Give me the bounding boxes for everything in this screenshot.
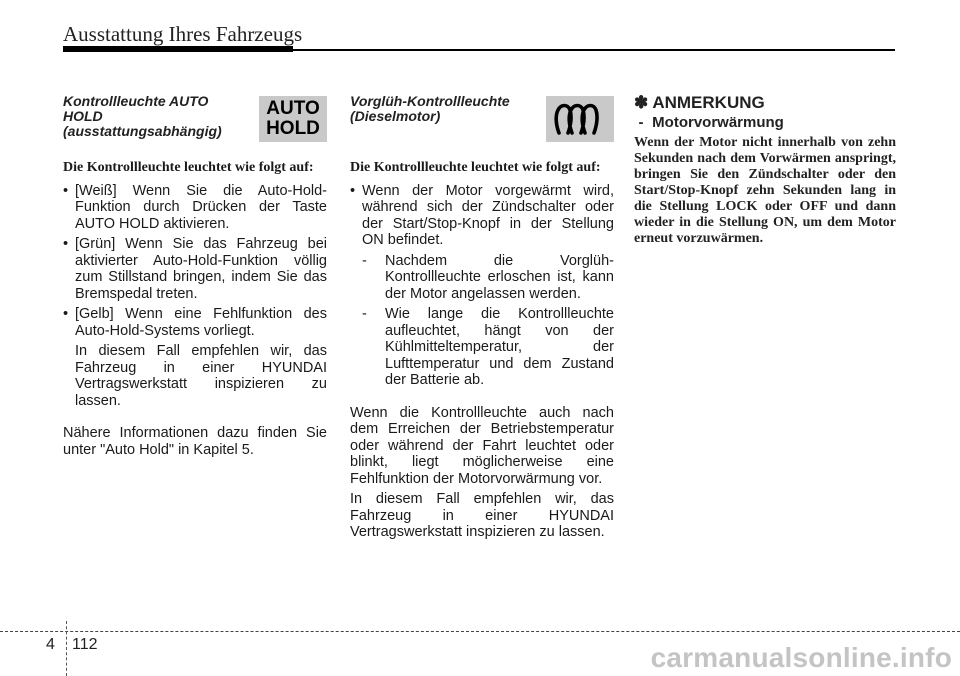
list-item: • [Grün] Wenn Sie das Fahrzeug bei aktivierter Auto-Hold-Funktion völlig zum Stillstand bringen, indem Sie das Bremspedal treten. bbox=[63, 236, 327, 302]
note-subtitle: - Motorvorwärmung bbox=[638, 114, 784, 131]
sub-list-item: - Wie lange die Kontrollleuchte aufleuchtet, hängt von der Kühlmitteltemperatur, der Lufttemperatur und dem Zustand der Batterie ab. bbox=[362, 306, 614, 388]
auto-hold-heading-row bbox=[63, 94, 327, 148]
bullet-followup: In diesem Fall empfehlen wir, das Fahrzeug in einer HYUNDAI Vertragswerkstatt inspizieren zu lassen. bbox=[75, 343, 327, 409]
watermark: carmanualsonline.info bbox=[650, 642, 952, 673]
auto-hold-heading: Kontrollleuchte AUTO HOLD (ausstattungsabhängig) bbox=[63, 93, 222, 139]
glow-plug-intro: Die Kontrollleuchte leuchtet wie folgt auf: bbox=[350, 160, 601, 175]
column-auto-hold bbox=[63, 94, 327, 462]
auto-hold-indicator-icon: AUTO HOLD bbox=[259, 96, 327, 142]
list-item: • Wenn der Motor vorgewärmt wird, während sich der Zündschalter oder der Start/Stop-Knopf in der Stellung ON befindet. bbox=[350, 183, 614, 249]
workshop-paragraph: In diesem Fall empfehlen wir, das Fahrzeug in einer HYUNDAI Vertragswerkstatt inspizieren zu lassen. bbox=[350, 491, 614, 540]
note-title: ✽ ANMERKUNG bbox=[634, 93, 765, 112]
list-item: • [Weiß] Wenn Sie die Auto-Hold-Funktion durch Drücken der Taste AUTO HOLD aktivieren. bbox=[63, 183, 327, 233]
more-info-paragraph: Nähere Informationen dazu finden Sie unter "Auto Hold" in Kapitel 5. bbox=[63, 425, 327, 458]
sub-list-item: - Nachdem die Vorglüh-Kontrollleuchte erloschen ist, kann der Motor angelassen werden. bbox=[362, 252, 614, 302]
footer-divider-vertical bbox=[66, 621, 67, 676]
auto-hold-intro: Die Kontrollleuchte leuchtet wie folgt auf: bbox=[63, 160, 314, 175]
glow-heading-row bbox=[350, 94, 614, 148]
footer-divider bbox=[0, 631, 960, 632]
malfunction-paragraph: Wenn die Kontrollleuchte auch nach dem Erreichen der Betriebstemperatur oder während der Fahrt leuchtet oder blinkt, liegt möglicherweise eine Fehlfunktion der Motorvorwärmung vor. bbox=[350, 404, 614, 487]
header-rule bbox=[63, 49, 895, 51]
column-glow-plug bbox=[350, 94, 614, 545]
column-note bbox=[634, 94, 896, 247]
glow-plug-heading: Vorglüh-Kontrollleuchte (Dieselmotor) bbox=[350, 93, 510, 124]
glow-plug-icon bbox=[546, 96, 614, 142]
list-item: • [Gelb] Wenn eine Fehlfunktion des Auto-Hold-Systems vorliegt. bbox=[63, 306, 327, 339]
note-body: Wenn der Motor nicht innerhalb von zehn Sekunden nach dem Vorwärmen anspringt, bringen Sie den Zündschalter oder den Start/Stop-Knopf zehn Sekunden lang in die Stellung LOCK oder OFF und dann wieder in die Stellung ON, um dem Motor erneut vorzuwärmen. bbox=[634, 135, 896, 246]
page-number: 112 bbox=[72, 636, 98, 653]
chapter-number: 4 bbox=[46, 636, 55, 653]
page-header-title: Ausstattung Ihres Fahrzeugs bbox=[63, 22, 303, 46]
